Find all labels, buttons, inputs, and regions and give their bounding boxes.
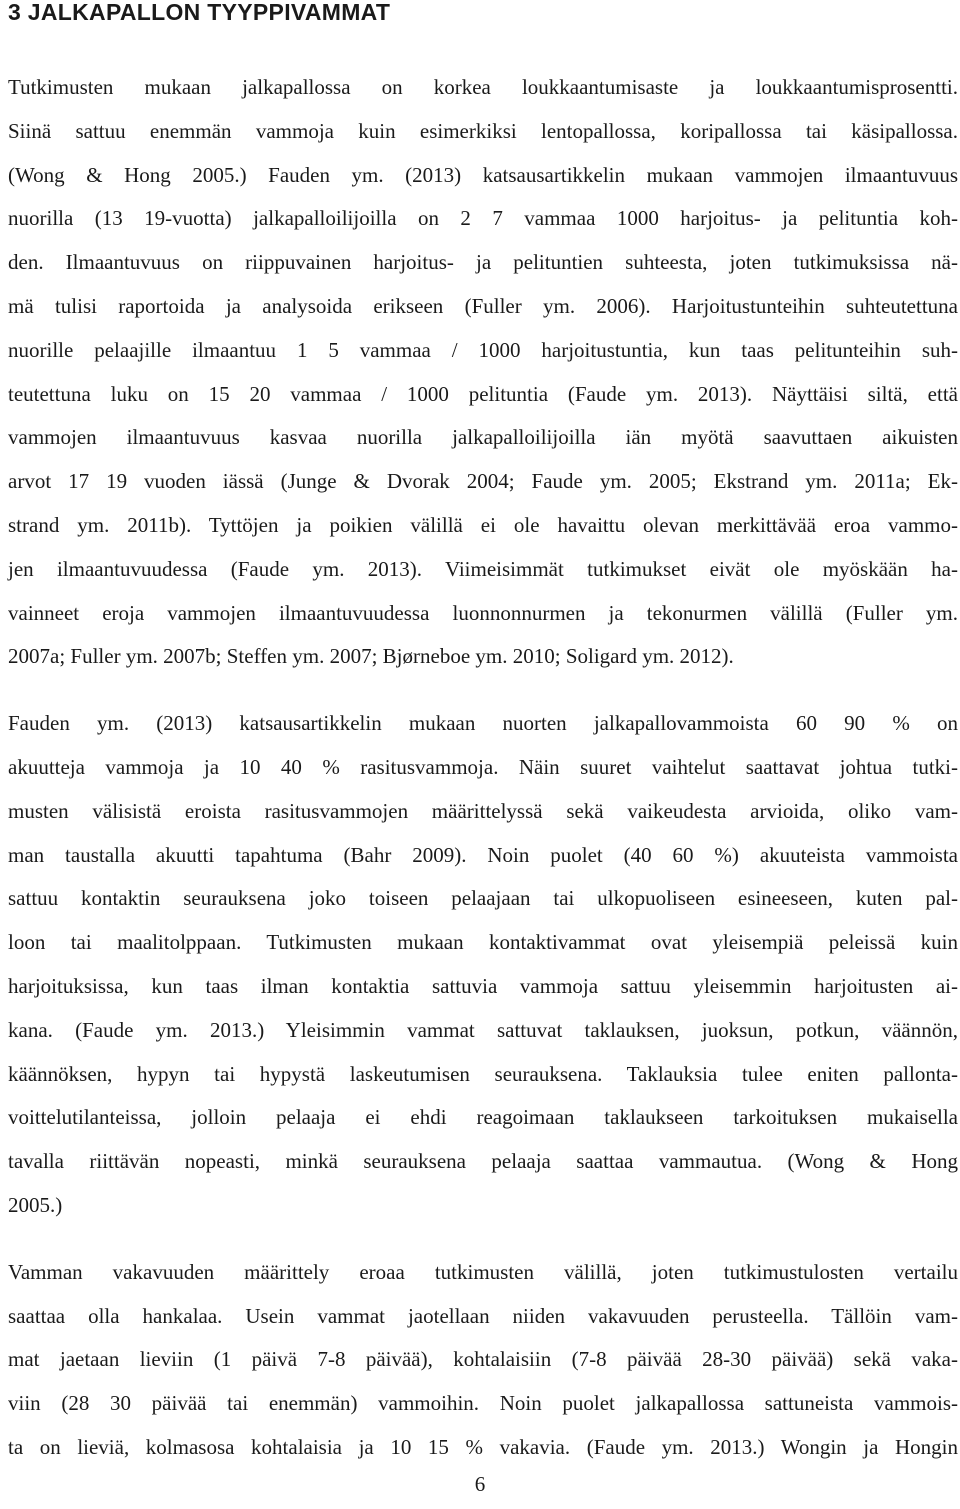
text-line: (Wong & Hong 2005.) Fauden ym. (2013) katsausartikkelin mukaan vammojen ilmaantuvuus: [8, 162, 958, 187]
text-line: akuutteja vammoja ja 10 40 % rasitusvammoja. Näin suuret vaihtelut saattavat johtua tutki-: [8, 754, 958, 779]
paragraph-injury-types: [8, 702, 958, 1228]
text-line: nuorilla (13 19-vuotta) jalkapalloilijoilla on 2 7 vammaa 1000 harjoitus- ja pelituntia koh-: [8, 206, 958, 231]
text-line: voittelutilanteissa, jolloin pelaaja ei ehdi reagoimaan taklaukseen tarkoituksen mukaisella: [8, 1105, 958, 1130]
text-line: arvot 17 19 vuoden iässä (Junge & Dvorak 2004; Faude ym. 2005; Ekstrand ym. 2011a; Ek-: [8, 469, 958, 494]
paragraph-injury-severity: [8, 1251, 958, 1470]
text-line: 2007a; Fuller ym. 2007b; Steffen ym. 2007; Bjørneboe ym. 2010; Soligard ym. 2012).: [8, 644, 734, 669]
text-line: mat jaetaan lieviin (1 päivä 7-8 päivää), kohtalaisiin (7-8 päivää 28-30 päivää) sekä vaka-: [8, 1347, 958, 1372]
text-line: vammojen ilmaantuvuus kasvaa nuorilla jalkapalloilijoilla iän myötä saavuttaen aikuisten: [8, 425, 958, 450]
text-line: tavalla riittävän nopeasti, minkä seurauksena pelaaja saattaa vammautua. (Wong & Hong: [8, 1149, 958, 1174]
text-line: Siinä sattuu enemmän vammoja kuin esimerkiksi lentopallossa, koripallossa tai käsipallossa.: [8, 118, 958, 143]
text-line: käännöksen, hypyn tai hypystä laskeutumisen seurauksena. Taklauksia tulee eniten pallonta-: [8, 1061, 958, 1086]
text-line: strand ym. 2011b). Tyttöjen ja poikien välillä ei ole havaittu olevan merkittävää eroa vammo-: [8, 512, 958, 537]
text-line: saattaa olla hankalaa. Usein vammat jaotellaan niiden vakavuuden perusteella. Tällöin vam-: [8, 1303, 958, 1328]
text-line: kana. (Faude ym. 2013.) Yleisimmin vammat sattuvat taklauksen, juoksun, potkun, väännön,: [8, 1017, 958, 1042]
text-line: loon tai maalitolppaan. Tutkimusten mukaan kontaktivammat ovat yleisempiä peleissä kuin: [8, 930, 958, 955]
text-line: jen ilmaantuvuudessa (Faude ym. 2013). Viimeisimmät tutkimukset eivät ole myöskään ha-: [8, 556, 958, 581]
document-page: [8, 0, 958, 1470]
text-line: harjoituksissa, kun taas ilman kontaktia sattuvia vammoja sattuu yleisemmin harjoitusten ai-: [8, 973, 958, 998]
text-line: vainneet eroja vammojen ilmaantuvuudessa luonnonnurmen ja tekonurmen välillä (Fuller ym.: [8, 600, 958, 625]
section-heading: 3 JALKAPALLON TYYPPIVAMMAT: [8, 0, 391, 25]
text-line: man taustalla akuutti tapahtuma (Bahr 2009). Noin puolet (40 60 %) akuuteista vammoista: [8, 842, 958, 867]
text-line: teutettuna luku on 15 20 vammaa / 1000 pelituntia (Faude ym. 2013). Näyttäisi siltä, että: [8, 381, 958, 406]
text-line: sattuu kontaktin seurauksena joko toiseen pelaajaan tai ulkopuoliseen esineeseen, kuten pal-: [8, 886, 958, 911]
text-line: mä tulisi raportoida ja analysoida erikseen (Fuller ym. 2006). Harjoitustunteihin suhteutettuna: [8, 293, 958, 318]
text-line: Fauden ym. (2013) katsausartikkelin mukaan nuorten jalkapallovammoista 60 90 % on: [8, 711, 958, 736]
text-line: Vamman vakavuuden määrittely eroaa tutkimusten välillä, joten tutkimustulosten vertailu: [8, 1259, 958, 1284]
text-line: musten välisistä eroista rasitusvammojen määrittelyssä sekä vaikeudesta arvioida, oliko vam-: [8, 798, 958, 823]
text-line: 2005.): [8, 1192, 63, 1217]
page-number: 6: [474, 1472, 486, 1496]
text-line: Tutkimusten mukaan jalkapallossa on korkea loukkaantumisaste ja loukkaantumisprosentti.: [8, 75, 958, 99]
text-line: ta on lieviä, kolmasosa kohtalaisia ja 10 15 % vakavia. (Faude ym. 2013.) Wongin ja Hongin: [8, 1434, 958, 1459]
text-line: viin (28 30 päivää tai enemmän) vammoihin. Noin puolet jalkapallossa sattuneista vammois-: [8, 1391, 958, 1416]
text-line: den. Ilmaantuvuus on riippuvainen harjoitus- ja pelituntien suhteesta, joten tutkimuksissa nä-: [8, 250, 958, 275]
paragraph-injury-incidence: [8, 66, 958, 679]
text-line: nuorille pelaajille ilmaantuu 1 5 vammaa / 1000 harjoitustuntia, kun taas pelitunteihin suh-: [8, 337, 958, 362]
